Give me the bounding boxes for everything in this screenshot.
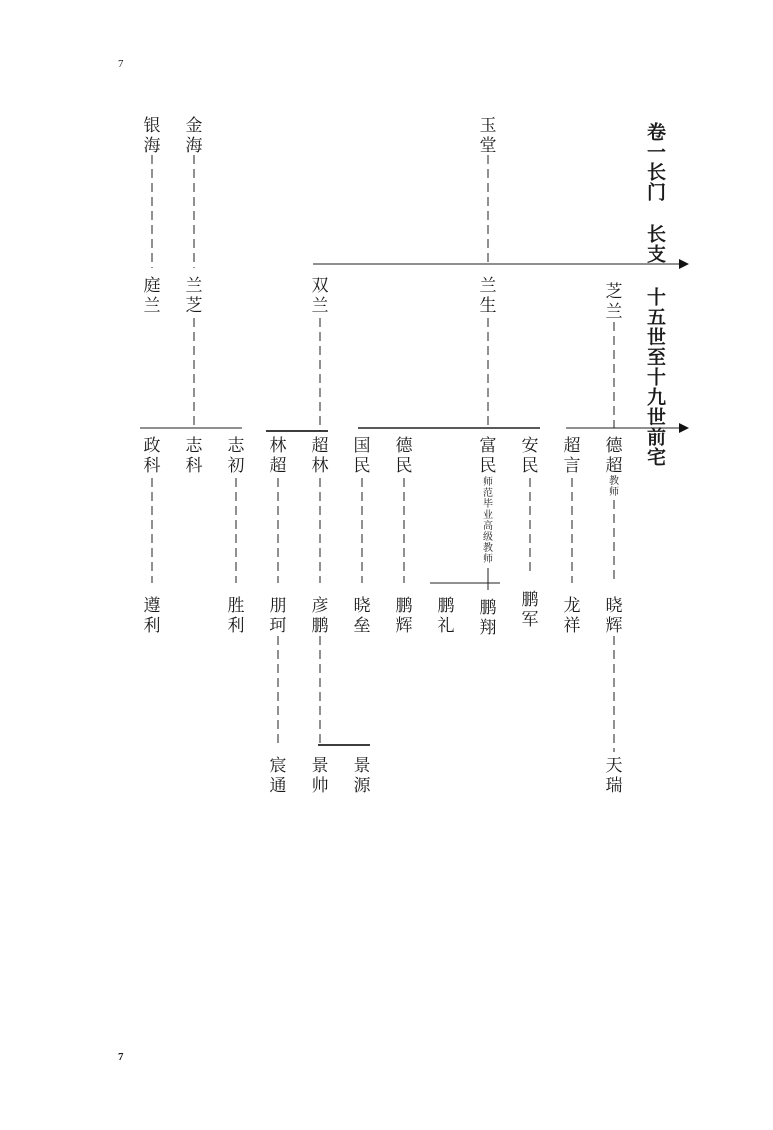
person-jinhai: 金 海	[185, 116, 203, 156]
person-xiaohui: 晓 辉	[605, 596, 623, 636]
person-qintong: 宸 通	[269, 756, 287, 796]
person-guomin: 国 民	[353, 436, 371, 476]
person-shuanglan: 双 兰	[311, 276, 329, 316]
person-tianrui: 天 瑞	[605, 756, 623, 796]
person-xiaolei: 晓 垒	[353, 596, 371, 636]
person-shengli: 胜 利	[227, 596, 245, 636]
person-zhengke: 政 科	[143, 436, 161, 476]
person-fumin: 富 民	[479, 436, 497, 476]
person-jingyuan: 景 源	[353, 756, 371, 796]
person-jingshuai: 景 帅	[311, 756, 329, 796]
fumin-occupation-note: 师 范 毕 业 高 级 教 师	[483, 477, 493, 565]
page-number-top: 7	[118, 58, 124, 70]
person-demin: 德 民	[395, 436, 413, 476]
person-linchao: 林 超	[269, 436, 287, 476]
person-lanzhi: 兰 芝	[185, 276, 203, 316]
dechao-occupation-note: 教 师	[609, 476, 619, 498]
person-pengjun: 鹏 军	[521, 590, 539, 630]
title-line-2: 长支 十五世至十九世前宅	[644, 224, 666, 467]
person-yinhai: 银 海	[143, 116, 161, 156]
person-longxiang: 龙 祥	[563, 596, 581, 636]
page-number-bottom: 7	[118, 1051, 124, 1063]
person-lansheng: 兰 生	[479, 276, 497, 316]
person-zhike: 志 科	[185, 436, 203, 476]
person-tinglan: 庭 兰	[143, 276, 161, 316]
person-chaoyan: 超 言	[563, 436, 581, 476]
person-yutang: 玉 堂	[479, 116, 497, 156]
title-line-1: 卷一长门	[644, 122, 666, 202]
person-chaolin: 超 林	[311, 436, 329, 476]
person-zhilan: 芝 兰	[605, 282, 623, 322]
person-dechao: 德 超	[605, 436, 623, 476]
person-pengxiang: 鹏 翔	[479, 598, 497, 638]
person-anmin: 安 民	[521, 436, 539, 476]
person-zhichu: 志 初	[227, 436, 245, 476]
person-pengke: 朋 珂	[269, 596, 287, 636]
person-zunli: 遵 利	[143, 596, 161, 636]
person-yanpeng: 彦 鹏	[311, 596, 329, 636]
person-penghui: 鹏 辉	[395, 596, 413, 636]
person-pengli: 鹏 礼	[437, 596, 455, 636]
